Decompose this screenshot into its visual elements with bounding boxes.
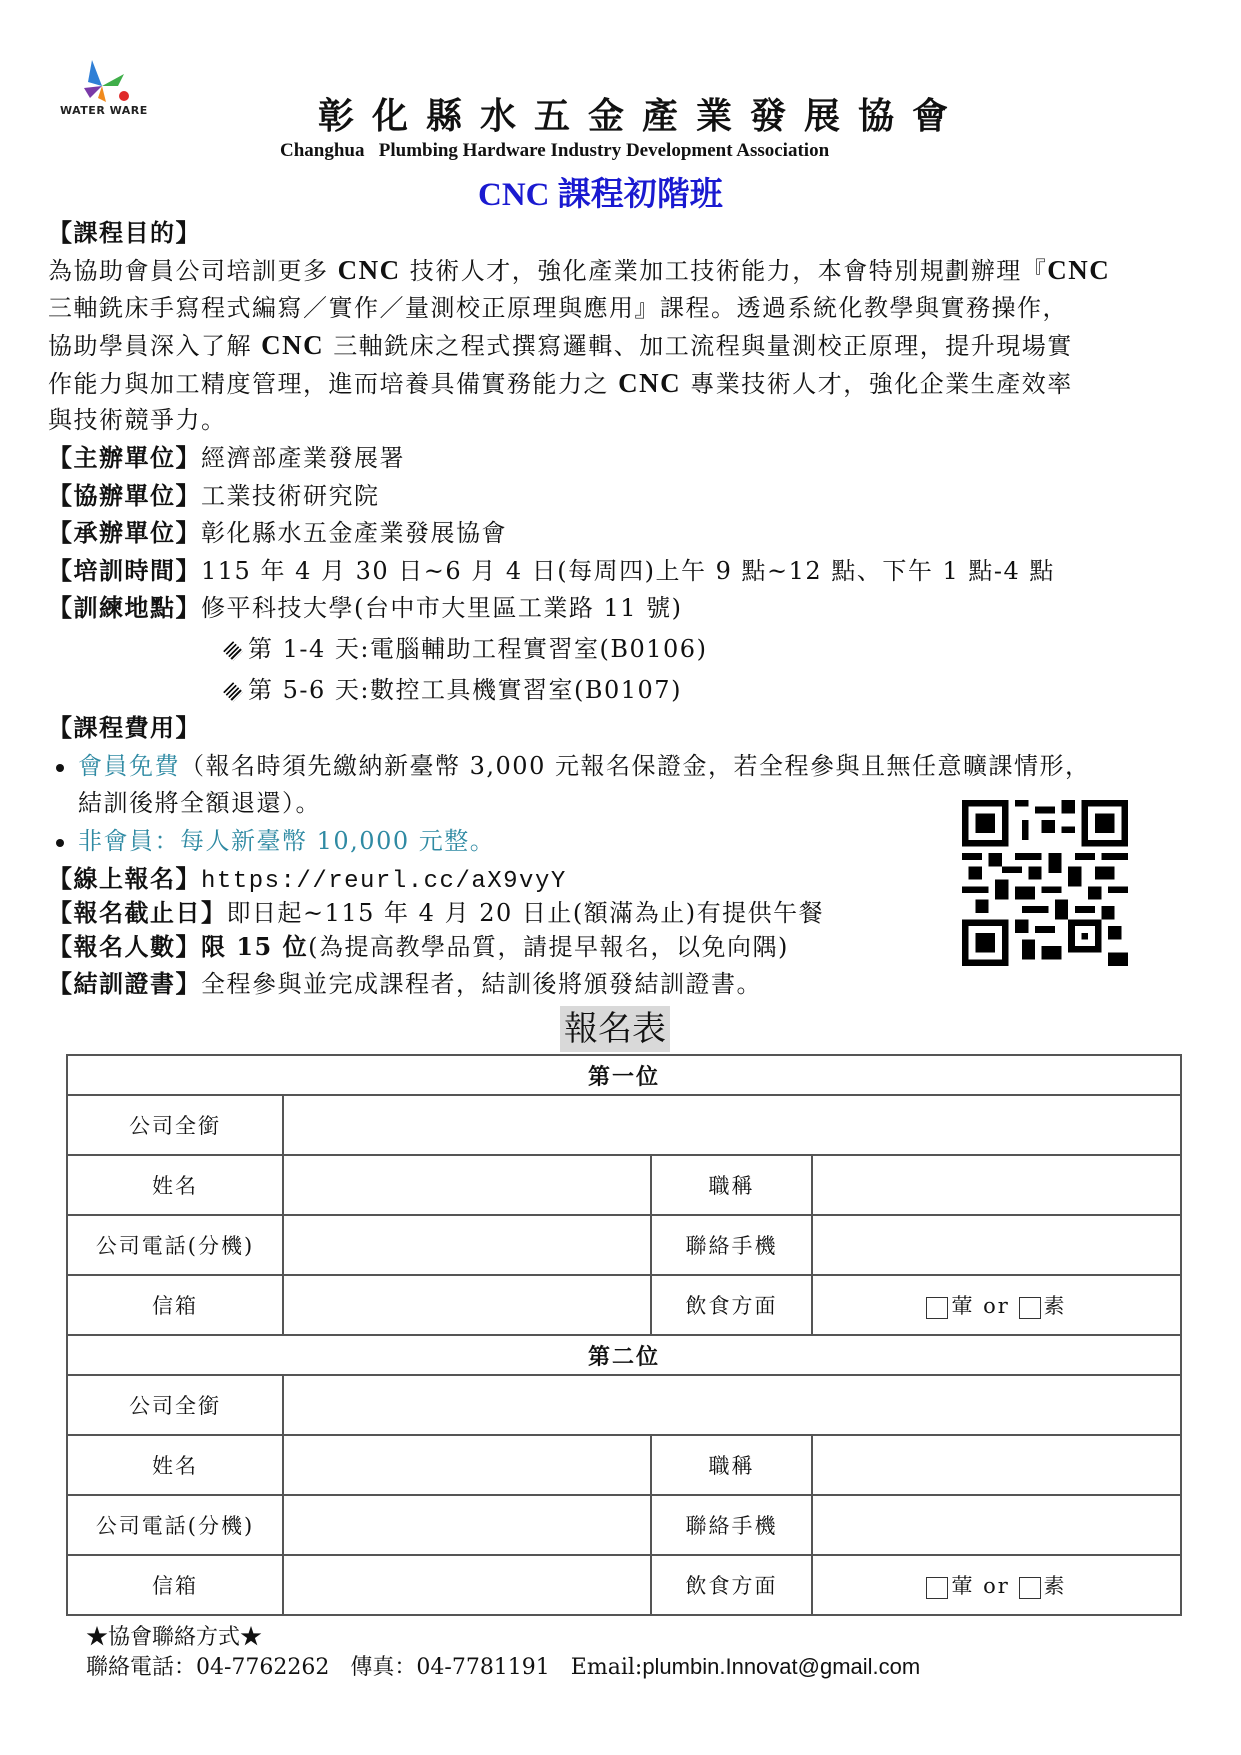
org-name-chinese: 彰化縣水五金產業發展協會	[318, 95, 967, 137]
vegetarian-label: 素	[1043, 1294, 1067, 1318]
mobile-label: 聯絡手機	[651, 1495, 812, 1555]
room-text: 第 1-4 天:電腦輔助工程實習室(B0106)	[248, 635, 708, 663]
quota-row	[48, 928, 789, 966]
diamond-bullet-icon	[223, 641, 243, 661]
company-input-2[interactable]	[283, 1375, 1181, 1435]
vegetarian-checkbox[interactable]	[1019, 1577, 1041, 1599]
executor-row	[48, 514, 507, 552]
organizer-value: 經濟部產業發展署	[201, 444, 405, 472]
mobile-input-1[interactable]	[812, 1215, 1181, 1275]
schedule-value: 115 年 4 月 30 日~6 月 4 日(每周四)上午 9 點~12 點、下午 1 點-4 點	[201, 557, 1055, 585]
fee-member-note-2: 結訓後將全額退還）。	[78, 789, 321, 817]
name-input-1[interactable]	[283, 1155, 651, 1215]
contact-heading: ★協會聯絡方式★	[86, 1625, 263, 1650]
contact-phone: 聯絡電話：04-7762262	[86, 1655, 351, 1680]
deadline-row	[48, 894, 824, 932]
contact-email-label: Email:	[570, 1655, 643, 1680]
meat-checkbox[interactable]	[926, 1297, 948, 1319]
job-title-input-1[interactable]	[812, 1155, 1181, 1215]
diet-options-1	[812, 1275, 1181, 1335]
fee-non-member-row	[56, 822, 495, 860]
meat-checkbox[interactable]	[926, 1577, 948, 1599]
location-label: 【訓練地點】	[48, 593, 201, 622]
association-logo	[58, 58, 168, 126]
co-organizer-value: 工業技術研究院	[201, 482, 380, 510]
text: 協助學員深入了解	[48, 332, 262, 360]
location-room-2	[222, 671, 682, 709]
room-text: 第 5-6 天:數控工具機實習室(B0107)	[248, 676, 682, 704]
job-title-label: 職稱	[651, 1155, 812, 1215]
cnc-term: CNC	[261, 330, 325, 360]
co-organizer-row	[48, 477, 380, 515]
text: 專業技術人才，強化企業生產效率	[681, 370, 1073, 398]
cnc-term: CNC	[618, 368, 682, 398]
or-text: or	[974, 1294, 1019, 1318]
purpose-line-2: 三軸銑床手寫程式編寫／實作／量測校正原理與應用』課程。透過系統化教學與實務操作，	[48, 294, 1068, 322]
company-phone-input-1[interactable]	[283, 1215, 651, 1275]
email-input-1[interactable]	[283, 1275, 651, 1335]
job-title-label: 職稱	[651, 1435, 812, 1495]
company-input-1[interactable]	[283, 1095, 1181, 1155]
company-phone-label: 公司電話(分機)	[67, 1495, 283, 1555]
schedule-label: 【培訓時間】	[48, 556, 201, 585]
deadline-label: 【報名截止日】	[48, 898, 227, 927]
contact-details	[86, 1650, 920, 1681]
quota-value: (為提高教學品質，請提早報名，以免向隅)	[308, 933, 789, 961]
email-input-2[interactable]	[283, 1555, 651, 1615]
logo-text: WATER WARE	[60, 104, 148, 117]
org-name-english: Changhua Plumbing Hardware Industry Development Association	[280, 140, 830, 161]
contact-fax: 傳真：04-7781191	[350, 1655, 571, 1680]
online-registration-link[interactable]: https://reurl.cc/aX9vyY	[201, 868, 567, 895]
company-label: 公司全銜	[67, 1375, 283, 1435]
bullet-icon	[56, 764, 64, 772]
cnc-term: CNC	[1047, 255, 1111, 285]
name-label: 姓名	[67, 1155, 283, 1215]
text: 為協助會員公司培訓更多	[48, 257, 338, 285]
course-title-text: 課程初階班	[549, 177, 723, 213]
registrant-1-heading: 第一位	[67, 1055, 1181, 1095]
certificate-value: 全程參與並完成課程者，結訓後將頒發結訓證書。	[201, 970, 762, 998]
quota-label: 【報名人數】	[48, 932, 201, 961]
mobile-label: 聯絡手機	[651, 1215, 812, 1275]
purpose-line-4	[48, 364, 1073, 403]
registration-qr-code[interactable]	[962, 800, 1128, 966]
location-room-1	[222, 630, 707, 668]
mobile-input-2[interactable]	[812, 1495, 1181, 1555]
meat-label: 葷	[951, 1294, 975, 1318]
diet-label: 飲食方面	[651, 1555, 812, 1615]
fee-member-note: （報名時須先繳納新臺幣 3,000 元報名保證金，若全程參與且無任意曠課情形，	[180, 752, 1091, 780]
quota-limit: 限 15 位	[201, 932, 309, 961]
purpose-line-1	[48, 251, 1110, 290]
or-text: or	[974, 1574, 1019, 1598]
executor-value: 彰化縣水五金產業發展協會	[201, 519, 507, 547]
registration-form-table	[66, 1054, 1182, 1616]
diet-label: 飲食方面	[651, 1275, 812, 1335]
email-label: 信箱	[67, 1555, 283, 1615]
fee-label: 【課程費用】	[48, 713, 201, 742]
vegetarian-checkbox[interactable]	[1019, 1297, 1041, 1319]
diamond-bullet-icon	[223, 682, 243, 702]
bullet-icon	[56, 839, 64, 847]
online-label: 【線上報名】	[48, 864, 201, 893]
certificate-label: 【結訓證書】	[48, 969, 201, 998]
registration-form-title: 報名表	[560, 1006, 670, 1052]
purpose-line-5: 與技術競爭力。	[48, 406, 227, 434]
name-input-2[interactable]	[283, 1435, 651, 1495]
email-label: 信箱	[67, 1275, 283, 1335]
company-phone-label: 公司電話(分機)	[67, 1215, 283, 1275]
co-organizer-label: 【協辦單位】	[48, 481, 201, 510]
executor-label: 【承辦單位】	[48, 518, 201, 547]
butterfly-logo-icon	[72, 58, 132, 106]
deadline-value: 即日起~115 年 4 月 20 日止(額滿為止)有提供午餐	[226, 899, 825, 927]
job-title-input-2[interactable]	[812, 1435, 1181, 1495]
cnc-term: CNC	[337, 255, 401, 285]
course-title	[478, 168, 723, 215]
purpose-label: 【課程目的】	[48, 218, 201, 247]
diet-options-2	[812, 1555, 1181, 1615]
fee-member-label: 會員免費	[78, 752, 180, 780]
name-label: 姓名	[67, 1435, 283, 1495]
fee-member-row	[56, 747, 1090, 785]
text: 技術人才，強化產業加工技術能力，本會特別規劃辦理『	[400, 257, 1048, 285]
text: 三軸銑床之程式撰寫邏輯、加工流程與量測校正原理，提升現場實	[324, 332, 1073, 360]
meat-label: 葷	[951, 1574, 975, 1598]
company-label: 公司全銜	[67, 1095, 283, 1155]
registrant-2-heading: 第二位	[67, 1335, 1181, 1375]
organizer-row	[48, 439, 405, 477]
organizer-label: 【主辦單位】	[48, 443, 201, 472]
contact-email-link[interactable]: plumbin.Innovat@gmail.com	[642, 1654, 921, 1679]
fee-non-member: 非會員：每人新臺幣 10,000 元整。	[78, 827, 496, 855]
text: 作能力與加工精度管理，進而培養具備實務能力之	[48, 370, 619, 398]
schedule-row	[48, 552, 1055, 590]
certificate-row	[48, 965, 762, 1003]
purpose-line-3	[48, 326, 1073, 365]
company-phone-input-2[interactable]	[283, 1495, 651, 1555]
vegetarian-label: 素	[1043, 1574, 1067, 1598]
location-row	[48, 589, 683, 627]
course-title-cnc: CNC	[478, 177, 550, 213]
location-value: 修平科技大學(台中市大里區工業路 11 號)	[201, 594, 683, 622]
